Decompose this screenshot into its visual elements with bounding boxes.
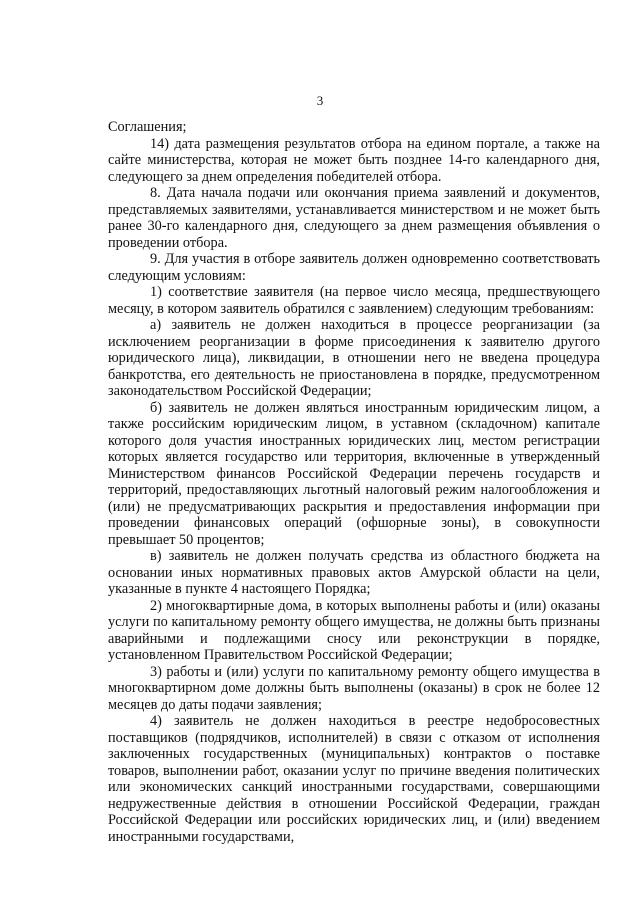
document-body [108,119,600,845]
paragraph-agreement-end: Соглашения; [108,119,187,135]
paragraph-condition-1: 1) соответствие заявителя (на первое число месяца, предшествующего месяцу, в котором заявитель обратился с заявлением) следующим требованиям: [108,284,600,317]
paragraph-condition-1c: в) заявитель не должен получать средства из областного бюджета на основании иных нормативных правовых актов Амурской области на цели, указанные в пункте 4 настоящего Порядка; [108,548,600,597]
paragraph-section-8: 8. Дата начала подачи или окончания приема заявлений и документов, представляемых заявителями, устанавливается министерством и не может быть ранее 30-го календарного дня, следующего за днем размещения объявления о проведении отбора. [108,185,600,251]
paragraph-section-9: 9. Для участия в отборе заявитель должен одновременно соответствовать следующим условиям: [108,251,600,284]
paragraph-condition-4: 4) заявитель не должен находиться в реестре недобросовестных поставщиков (подрядчиков, исполнителей) в связи с отказом от исполнения заключенных государственных (муниципальных) контрактов о поставке товаров, выполнении работ, оказании услуг по причине введения политических или экономических санкций иностранными государствами, совершающими недружественные действия в отношении Российской Федерации, граждан Российской Федерации или российских юридических лиц, и (или) введением иностранными государствами, [108,713,600,845]
paragraph-condition-1b: б) заявитель не должен являться иностранным юридическим лицом, а также российским юридическим лицом, в уставном (складочном) капитале которого доля участия иностранных юридических лиц, местом регистрации которых является государство или территория, включенные в утвержденный Министерством финансов Российской Федерации перечень государств и территорий, предоставляющих льготный налоговый режим налогообложения и (или) не предусматривающих раскрытия и предоставления информации при проведении финансовых операций (офшорные зоны), в совокупности превышает 50 процентов; [108,399,600,548]
paragraph-item-14: 14) дата размещения результатов отбора на едином портале, а также на сайте министерства, которая не может быть позднее 14-го календарного дня, следующего за днем определения победителей отбора. [108,135,600,185]
paragraph-condition-2: 2) многоквартирные дома, в которых выполнены работы и (или) оказаны услуги по капитальному ремонту общего имущества, не должны быть признаны аварийными и подлежащими сносу или реконструкции в порядке, установленном Правительством Российской Федерации; [108,597,600,663]
paragraph-condition-3: 3) работы и (или) услуги по капитальному ремонту общего имущества в многоквартирном доме должны быть выполнены (оказаны) в срок не более 12 месяцев до даты подачи заявления; [108,663,600,713]
page-number: 3 [316,93,324,108]
paragraph-condition-1a: а) заявитель не должен находиться в процессе реорганизации (за исключением реорганизации в форме присоединения к заявителю другого юридического лица), ликвидации, в отношении него не введена процедура банкротства, его деятельность не приостановлена в порядке, предусмотренном законодательством Российской Федерации; [108,317,600,399]
